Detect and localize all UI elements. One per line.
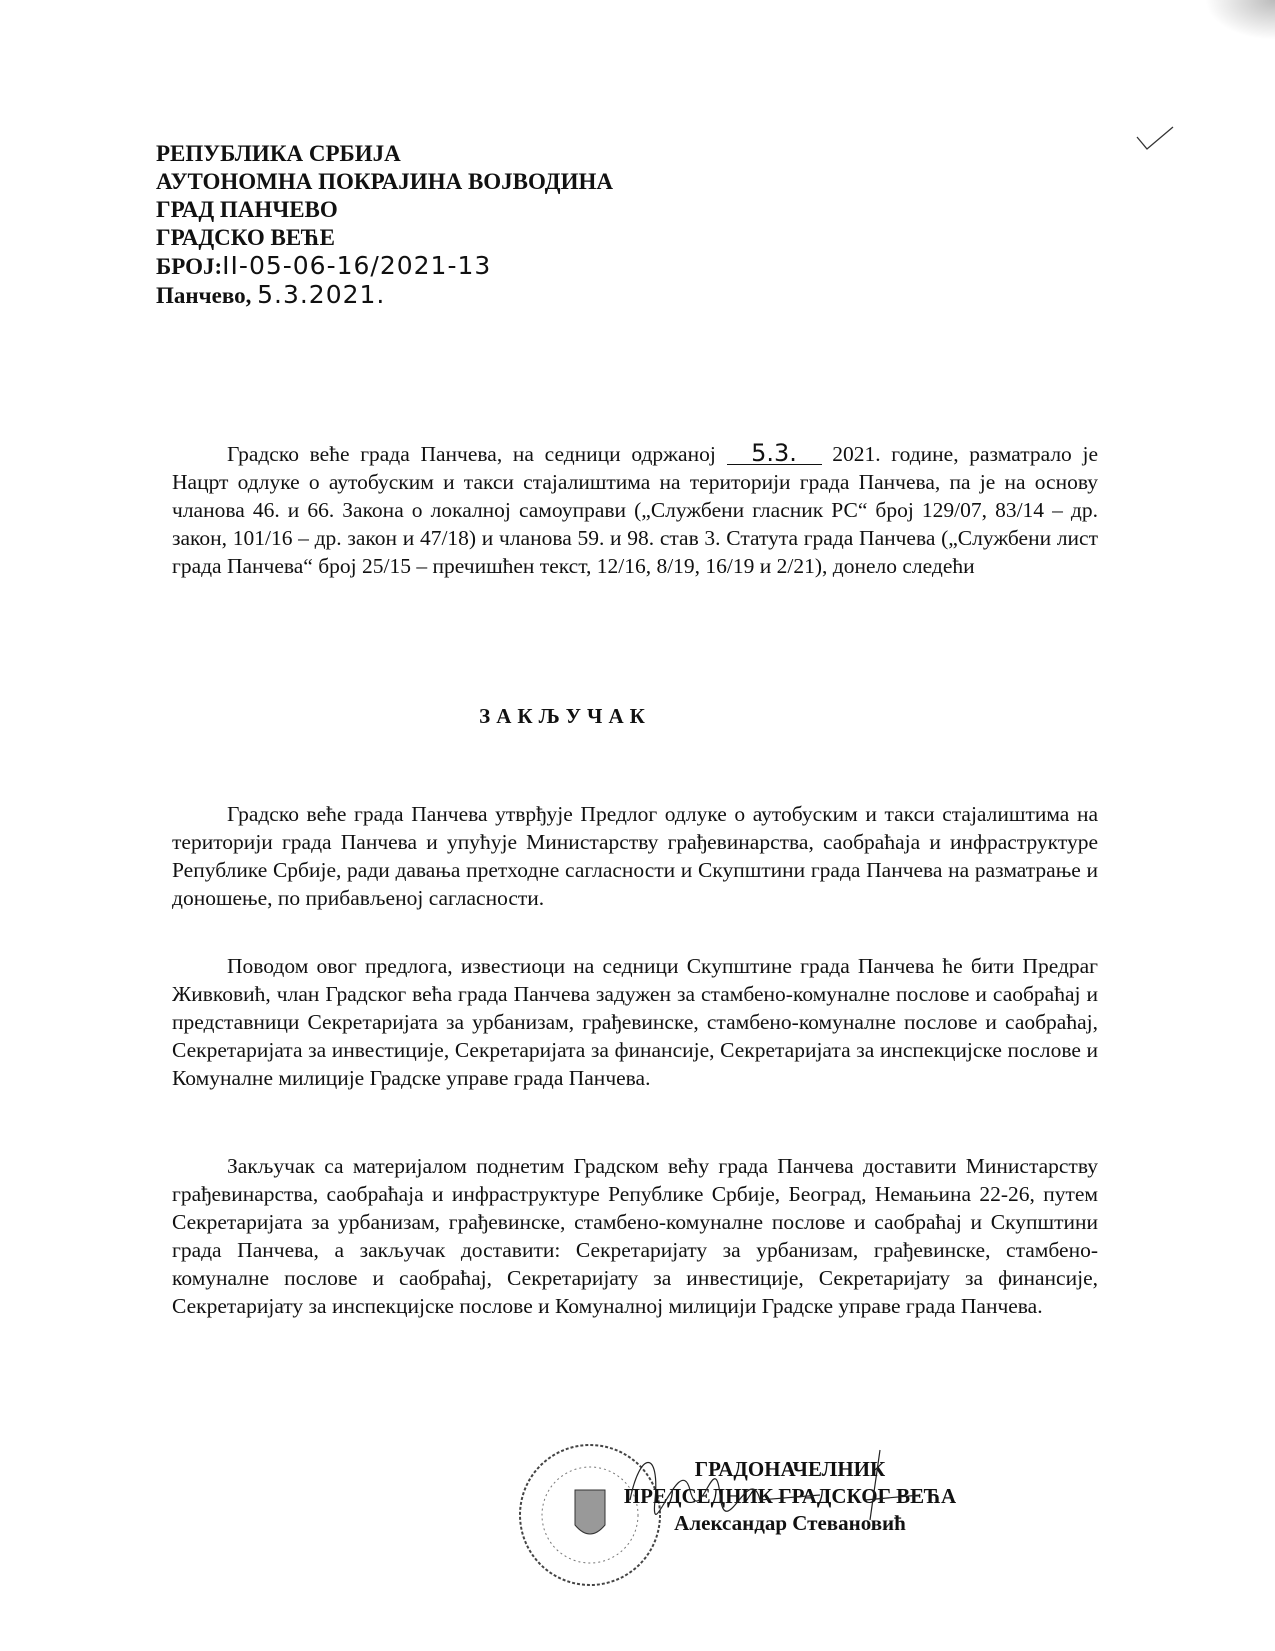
signatory-role: ГРАДОНАЧЕЛНИК [694, 1457, 886, 1481]
handwritten-number: II-05-06-16/2021-13 [222, 251, 492, 280]
signatory-name: Александар Стевановић [674, 1511, 906, 1535]
signatory-role: ПРЕДСЕДНИК ГРАДСКОГ ВЕЋА [623, 1484, 957, 1508]
header-line: ГРАД ПАНЧЕВО [156, 197, 338, 222]
checkmark-icon [1135, 125, 1175, 155]
header-line: АУТОНОМНА ПОКРАЈИНА ВОЈВОДИНА [156, 169, 613, 194]
handwritten-session-date: 5.3. [727, 442, 822, 465]
body-paragraph: Поводом овог предлога, известиоци на седници Скупштине града Панчева ће бити Предраг Живковић, члан Градског већа града Панчева задужен за стамбено-комуналне послове и саобраћај и представници Секретаријата за урбанизам, грађевинске, стамбено-комуналне послове и саобраћај, Секретаријата за инвестиције, Секретаријата за финансије, Секретаријата за инспекцијске послове и Комуналне милиције Градске управе града Панчева. [172, 954, 1098, 1090]
body-paragraph: Закључак са материјалом поднетим Градском већу града Панчева доставити Министарству грађевинарства, саобраћаја и инфраструктуре Републике Србије, Београд, Немањина 22-26, путем Секретаријата за урбанизам, грађевинске, стамбено-комуналне послове и саобраћај и Скупштини града Панчева, а закључак доставити: Секретаријату за урбанизам, грађевинске, стамбено-комуналне послове и саобраћај, Секретаријату за инвестиције, Секретаријату за финансије, Секретаријату за инспекцијске послове и Комуналној милицији Градске управе града Панчева. [172, 1154, 1098, 1318]
header-line: ГРАДСКО ВЕЋЕ [156, 225, 335, 250]
document-title: ЗАКЉУЧАК [479, 704, 651, 728]
handwritten-signature [620, 1440, 940, 1530]
header-line: РЕПУБЛИКА СРБИЈА [156, 141, 401, 166]
scan-edge-shadow [1205, 0, 1275, 40]
document-number: БРОЈ:II-05-06-16/2021-13 [156, 251, 492, 280]
document-header [156, 140, 613, 310]
body-paragraph: Градско веће града Панчева утврђује Предлог одлуке о аутобуским и такси стајалиштима на територији града Панчева и упућује Министарству грађевинарства, саобраћаја и инфраструктуре Републике Србије, ради давања претходне сагласности и Скупштини града Панчева на разматрање и доношење, по прибављеној сагласности. [172, 802, 1098, 910]
document-date: Панчево, 5.3.2021. [156, 280, 386, 309]
handwritten-date: 5.3.2021. [257, 280, 386, 309]
intro-paragraph: Градско веће града Панчева, на седници одржаној 5.3. 2021. године, разматрало је Нацрт одлуке о аутобуским и такси стајалиштима на територији града Панчева, па је на основу чланова 46. и 66. Закона о локалној самоуправи („Службени гласник РС“ број 129/07, 83/14 – др. закон, 101/16 – др. закон и 47/18) и чланова 59. и 98. став 3. Статута града Панчева („Службени лист града Панчева“ број 25/15 – пречишћен текст, 12/16, 8/19, 16/19 и 2/21), донело следећи [172, 439, 1099, 578]
